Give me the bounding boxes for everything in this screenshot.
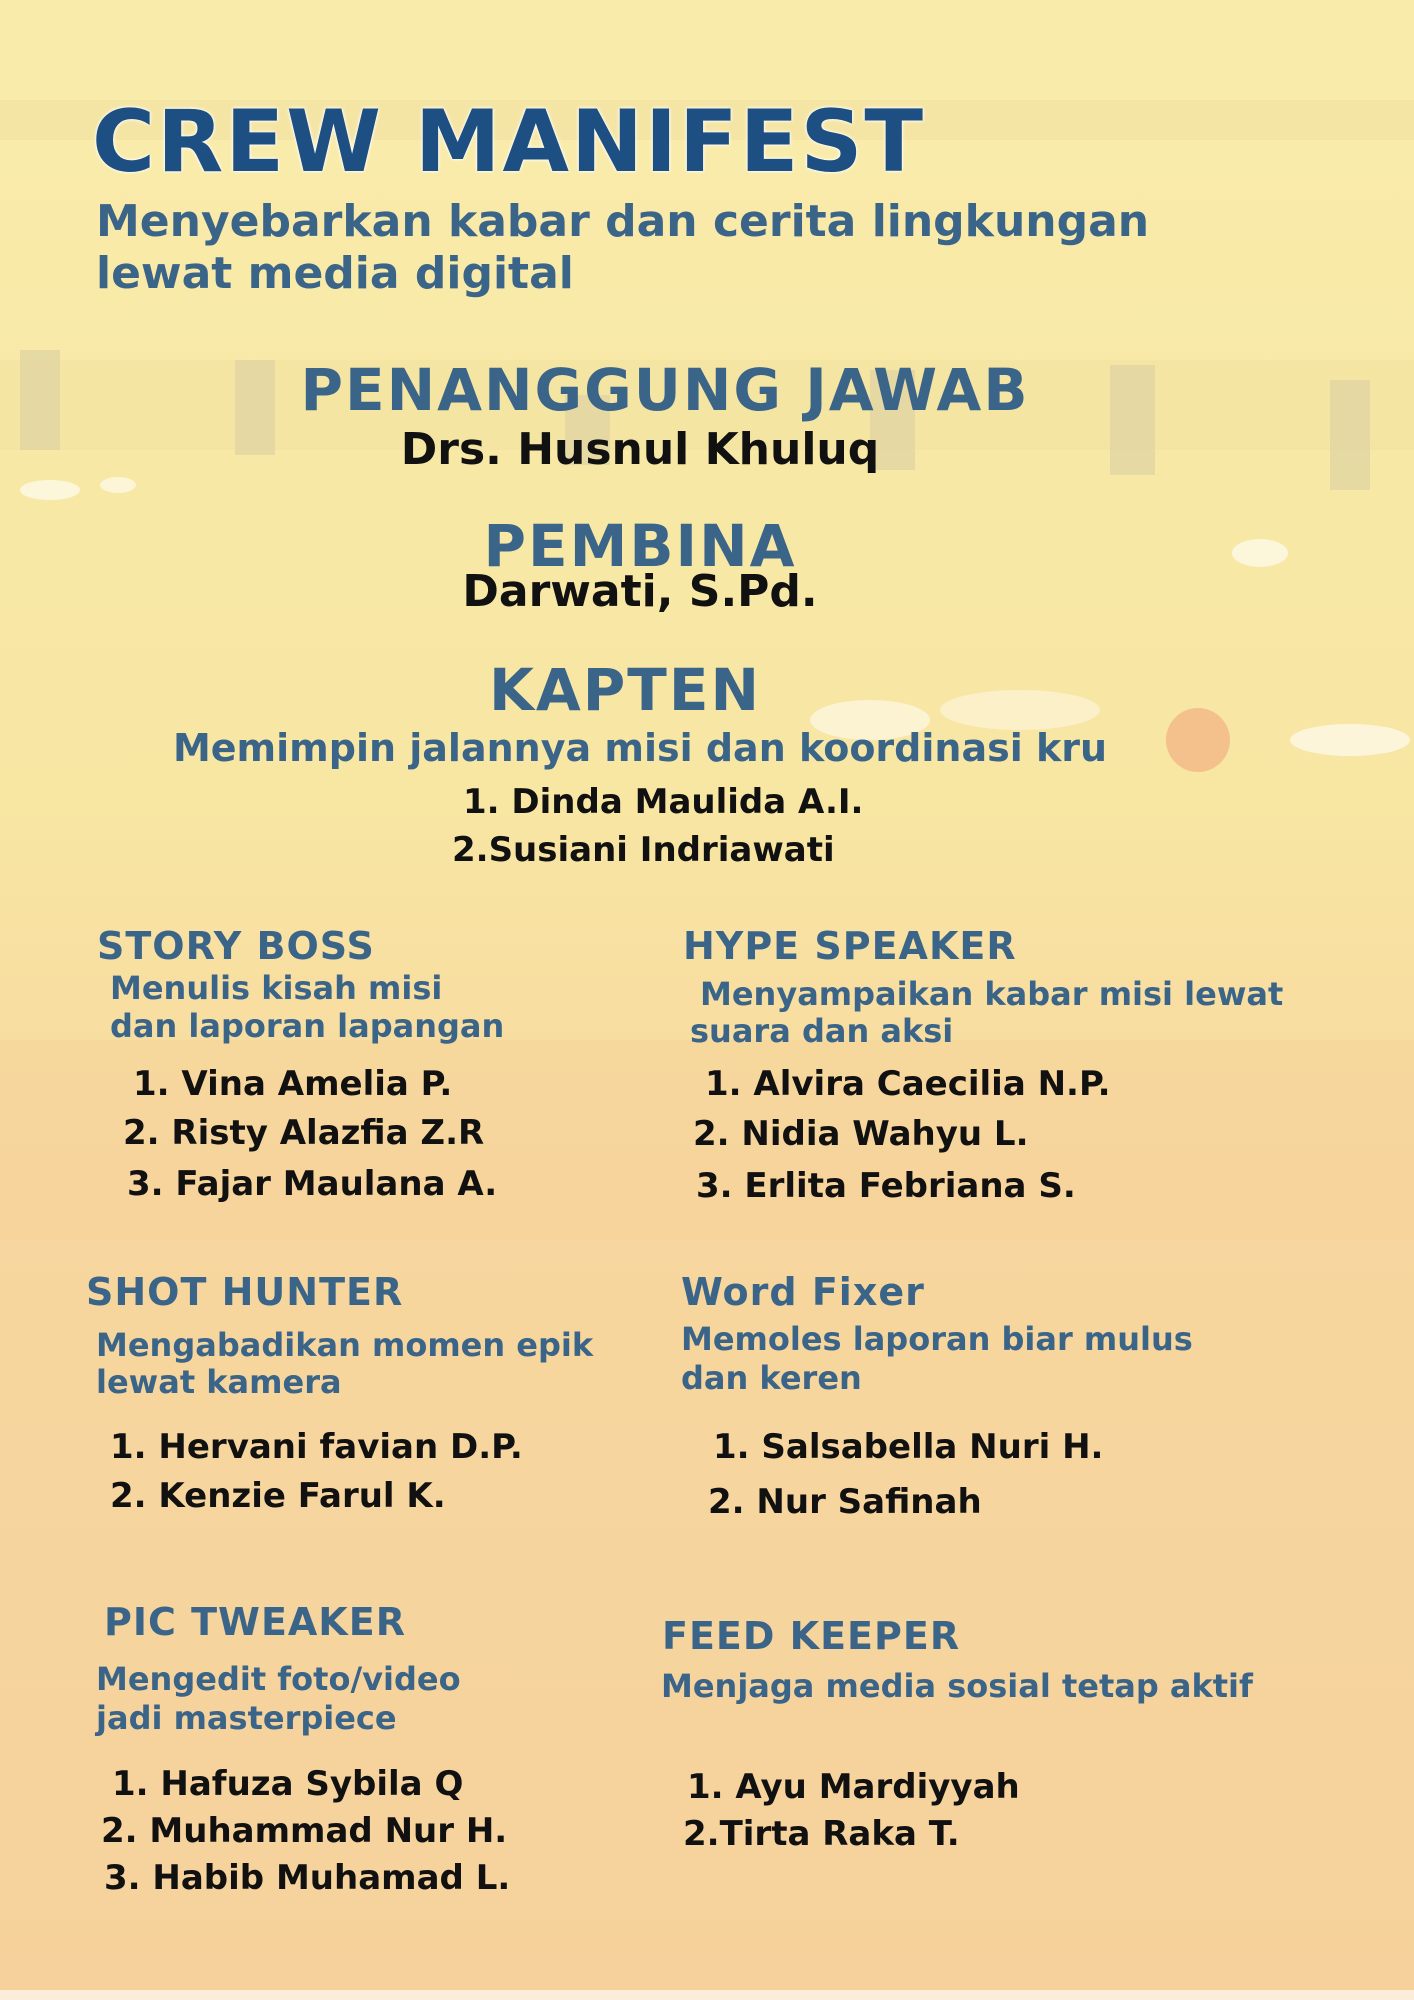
pic-tweaker-member: 1. Hafuza Sybila Q xyxy=(112,1764,464,1804)
story-boss-description: Menulis kisah misi xyxy=(110,969,443,1007)
subtitle-line-2: lewat media digital xyxy=(96,248,574,299)
hype-speaker-title: HYPE SPEAKER xyxy=(683,924,1017,968)
feed-keeper-description: Menjaga media sosial tetap aktif xyxy=(661,1667,1253,1705)
shot-hunter-description: Mengabadikan momen epik xyxy=(96,1326,594,1364)
story-boss-member: 3. Fajar Maulana A. xyxy=(127,1164,498,1204)
feed-keeper-member: 1. Ayu Mardiyyah xyxy=(687,1767,1020,1807)
feed-keeper-member: 2.Tirta Raka T. xyxy=(683,1814,960,1854)
feed-keeper-title: FEED KEEPER xyxy=(662,1614,961,1658)
hype-speaker-member: 3. Erlita Febriana S. xyxy=(696,1166,1076,1206)
word-fixer-title: Word Fixer xyxy=(681,1270,925,1314)
story-boss-description: dan laporan lapangan xyxy=(110,1007,505,1045)
word-fixer-description: Memoles laporan biar mulus xyxy=(681,1320,1193,1358)
story-boss-member: 2. Risty Alazfia Z.R xyxy=(123,1113,485,1153)
hype-speaker-member: 1. Alvira Caecilia N.P. xyxy=(705,1064,1111,1104)
penanggung-jawab-heading: PENANGGUNG JAWAB xyxy=(300,356,1030,424)
story-boss-member: 1. Vina Amelia P. xyxy=(133,1064,453,1104)
kapten-heading: KAPTEN xyxy=(488,656,762,724)
hype-speaker-description: suara dan aksi xyxy=(690,1012,954,1050)
kapten-member: 2.Susiani Indriawati xyxy=(452,830,835,870)
pic-tweaker-description: jadi masterpiece xyxy=(96,1699,397,1737)
pic-tweaker-description: Mengedit foto/video xyxy=(96,1660,461,1698)
story-boss-title: STORY BOSS xyxy=(97,924,375,968)
pic-tweaker-member: 2. Muhammad Nur H. xyxy=(101,1811,508,1851)
hype-speaker-member: 2. Nidia Wahyu L. xyxy=(693,1114,1029,1154)
shot-hunter-description: lewat kamera xyxy=(96,1363,342,1401)
word-fixer-member: 2. Nur Safinah xyxy=(708,1482,982,1522)
hype-speaker-description: Menyampaikan kabar misi lewat xyxy=(700,975,1284,1013)
subtitle-line-1: Menyebarkan kabar dan cerita lingkungan xyxy=(96,196,1150,247)
shot-hunter-member: 2. Kenzie Farul K. xyxy=(110,1476,446,1516)
pembina-name: Darwati, S.Pd. xyxy=(462,566,818,617)
pic-tweaker-title: PIC TWEAKER xyxy=(104,1600,406,1644)
kapten-member: 1. Dinda Maulida A.I. xyxy=(463,782,864,822)
kapten-description: Memimpin jalannya misi dan koordinasi kru xyxy=(172,726,1108,770)
pic-tweaker-member: 3. Habib Muhamad L. xyxy=(104,1858,511,1898)
shot-hunter-title: SHOT HUNTER xyxy=(86,1270,404,1314)
pembina-heading: PEMBINA xyxy=(483,512,797,580)
page-title: CREW MANIFEST xyxy=(92,92,926,192)
shot-hunter-member: 1. Hervani favian D.P. xyxy=(110,1427,523,1467)
word-fixer-member: 1. Salsabella Nuri H. xyxy=(713,1427,1104,1467)
penanggung-jawab-name: Drs. Husnul Khuluq xyxy=(400,424,880,475)
word-fixer-description: dan keren xyxy=(681,1359,862,1397)
